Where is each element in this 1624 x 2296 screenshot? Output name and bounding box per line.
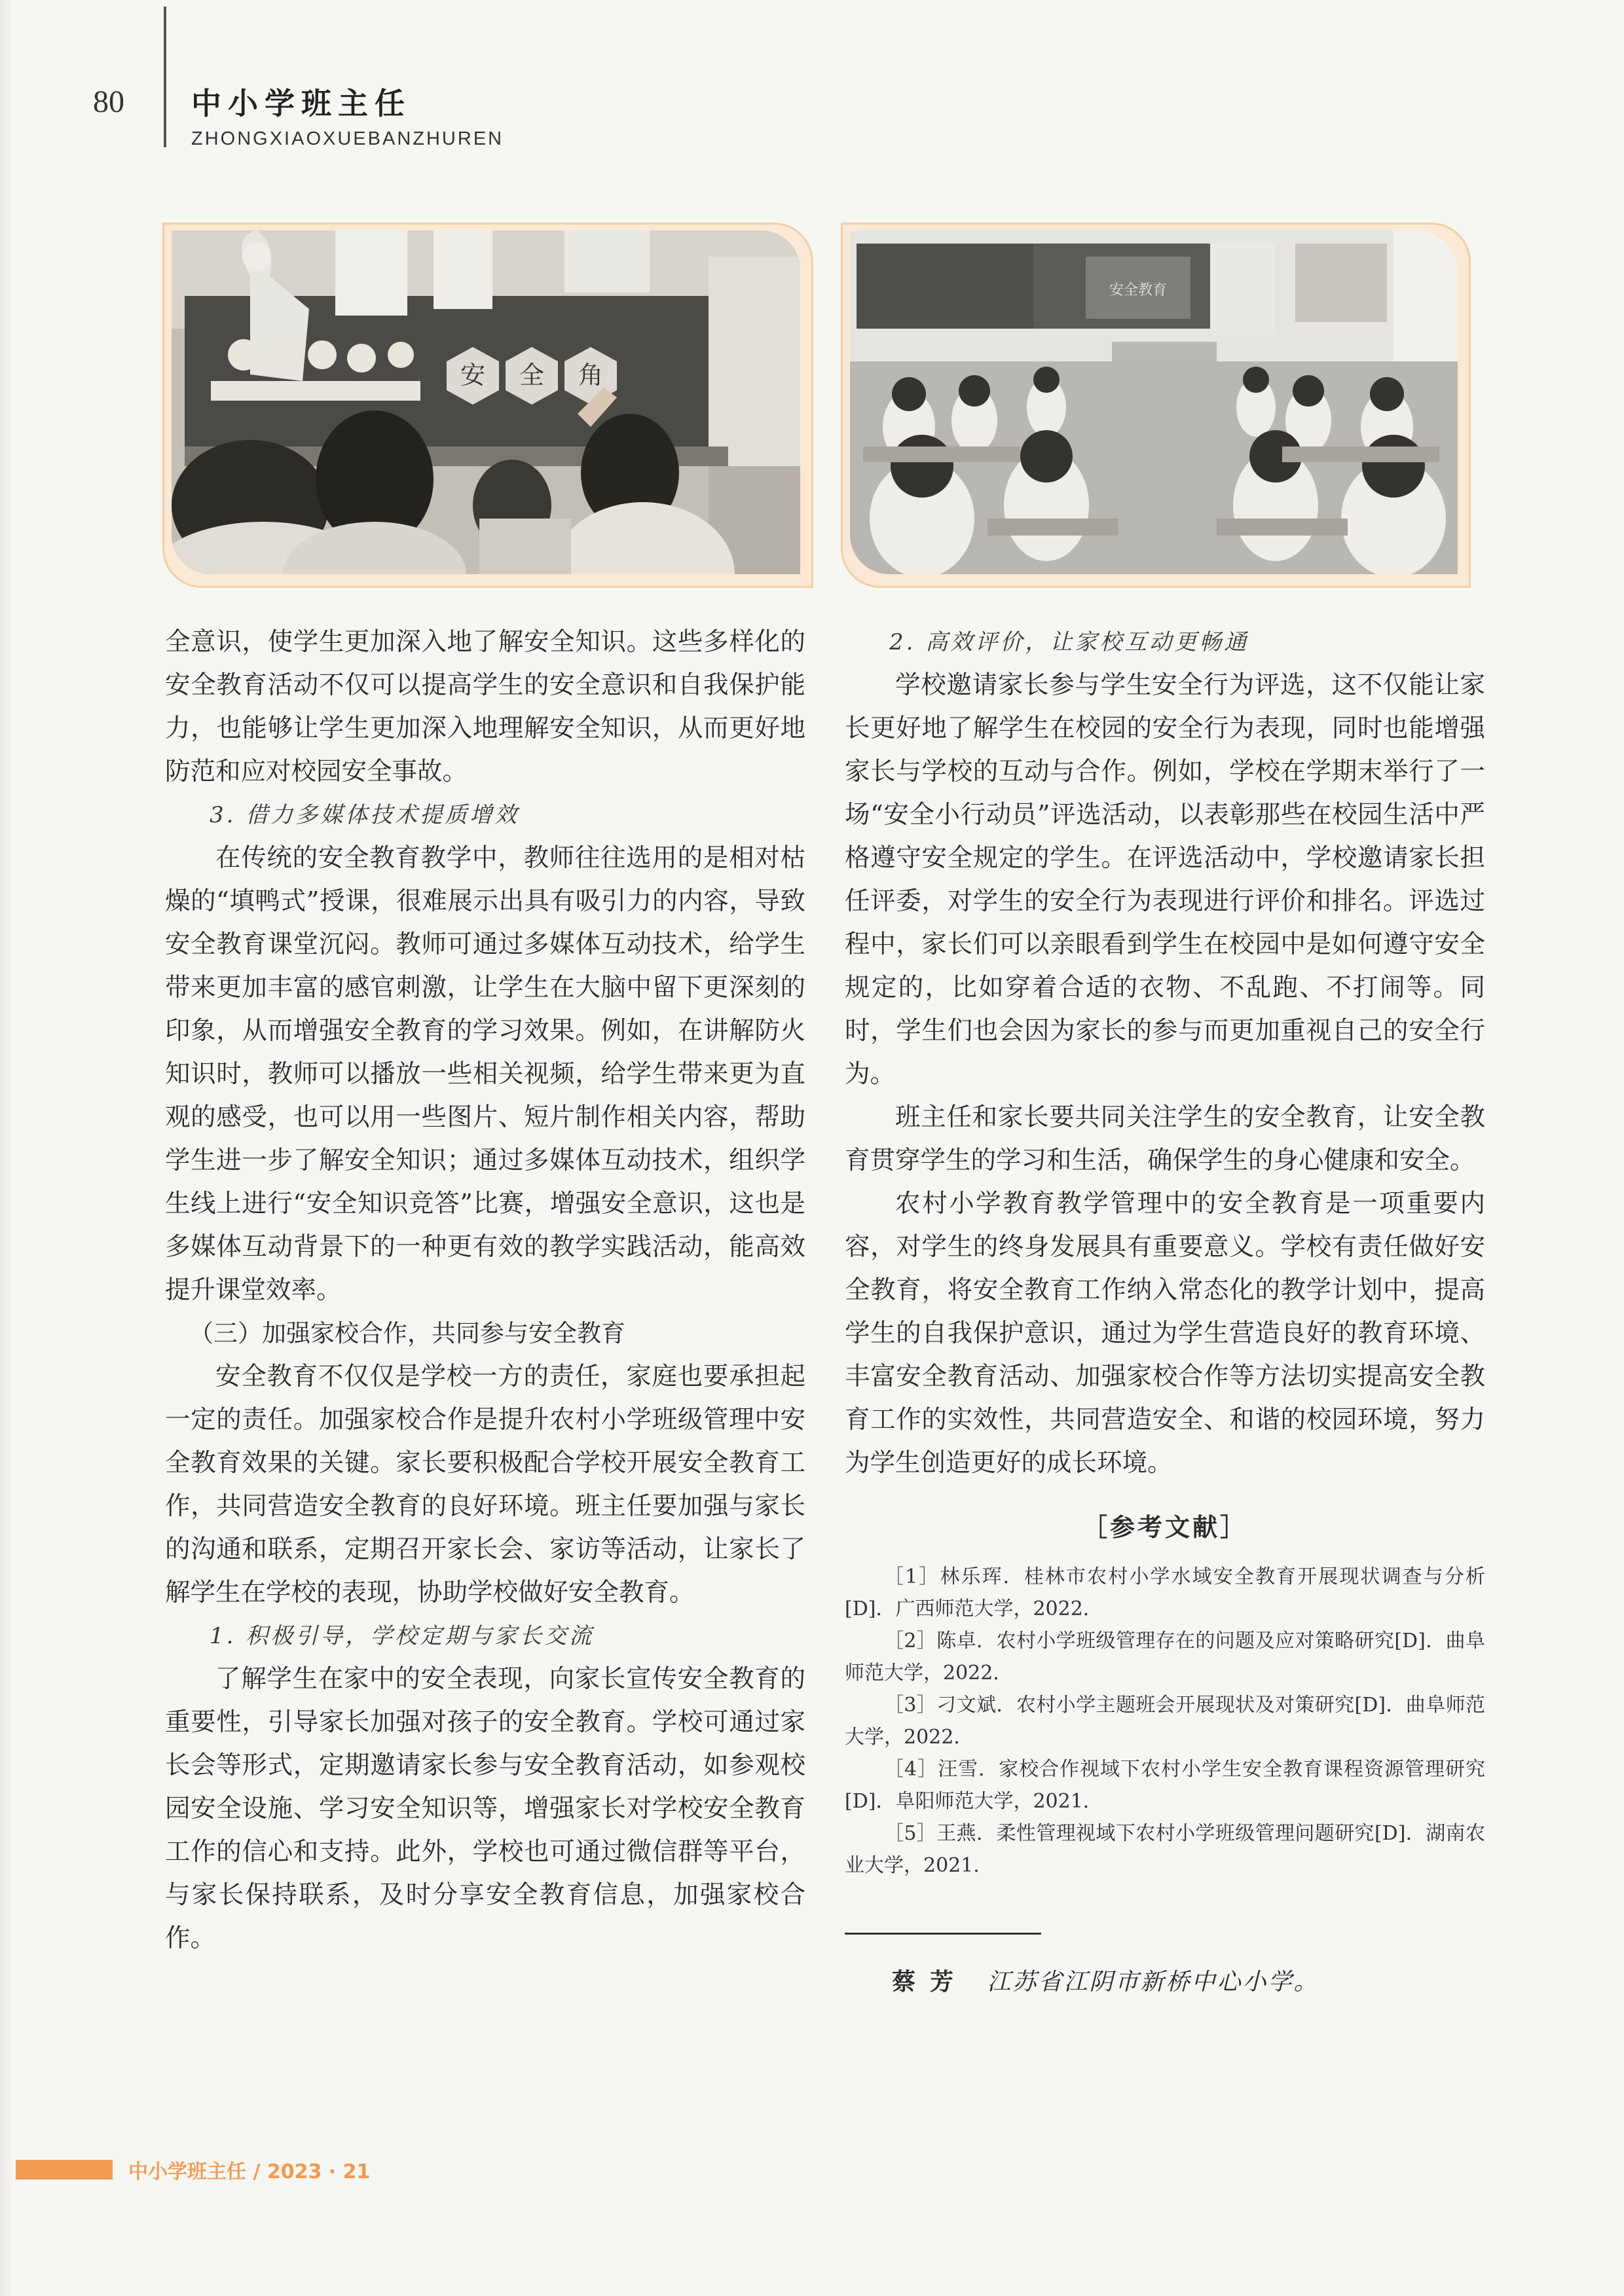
left-paragraph-guidance: 了解学生在家中的安全表现，向家长宣传安全教育的重要性，引导家长加强对孩子的安全教育。学校可通过家长会等形式，定期邀请家长参与安全教育活动，如参观校园安全设施、学习安全知识等，增强家长对学校安全教育工作的信心和支持。此外，学校也可通过微信群等平台，与家长保持联系，及时分享安全教育信息，加强家校合作。 [165, 1664, 805, 1953]
footer-issue-label: 中小学班主任 / 2023 · 21 [128, 2160, 371, 2183]
author-name: 蔡芳 [892, 1969, 969, 1995]
reference-item: ［5］王燕．柔性管理视域下农村小学班级管理问题研究[D]．湖南农业大学，2021． [845, 1822, 1485, 1877]
header-divider [164, 7, 166, 147]
author-divider [845, 1933, 1041, 1935]
magazine-title: 中小学班主任 [191, 86, 411, 121]
left-paragraph-continued: 全意识，使学生更加深入地了解安全知识。这些多样化的安全教育活动不仅可以提高学生的安全意识和自我保护能力，也能够让学生更加深入地理解安全知识，从而更好地防范和应对校园安全事故。 [165, 627, 805, 786]
reference-item: ［4］汪雪．家校合作视域下农村小学生安全教育课程资源管理研究[D]．阜阳师范大学，2021． [845, 1758, 1485, 1813]
subheading-multimedia: 3. 借力多媒体技术提质增效 [210, 802, 520, 828]
left-paragraph-multimedia: 在传统的安全教育教学中，教师往往选用的是相对枯燥的“填鸭式”授课，很难展示出具有吸引力的内容，导致安全教育课堂沉闷。教师可通过多媒体互动技术，给学生带来更加丰富的感官刺激，让学生在大脑中留下更深刻的印象，从而增强安全教育的学习效果。例如，在讲解防火知识时，教师可以播放一些相关视频，给学生带来更为直观的感受，也可以用一些图片、短片制作相关内容，帮助学生进一步了解安全知识；通过多媒体互动技术，组织学生线上进行“安全知识竞答”比赛，增强安全意识，这也是多媒体互动背景下的一种更有效的教学实践活动，能高效提升课堂效率。 [165, 843, 805, 1305]
author-line [845, 1961, 1485, 2004]
reference-item: ［3］刁文斌．农村小学主题班会开展现状及对策研究[D]．曲阜师范大学，2022． [845, 1694, 1485, 1749]
author-affiliation: 江苏省江阴市新桥中心小学。 [987, 1969, 1320, 1995]
left-text-column [165, 621, 805, 1960]
right-paragraph-evaluation: 学校邀请家长参与学生安全行为评选，这不仅能让家长更好地了解学生在校园的安全行为表现，同时也能增强家长与学校的互动与合作。例如，学校在学期末举行了一场“安全小行动员”评选活动，以表彰那些在校园生活中严格遵守安全规定的学生。在评选活动中，学校邀请家长担任评委，对学生的安全行为表现进行评价和排名。评选过程中，家长们可以亲眼看到学生在校园中是如何遵守安全规定的，比如穿着合适的衣物、不乱跑、不打闹等。同时，学生们也会因为家长的参与而更加重视自己的安全行为。 [845, 670, 1485, 1089]
page-number: 80 [93, 84, 124, 119]
reference-item: ［1］林乐珲．桂林市农村小学水域安全教育开展现状调查与分析[D]．广西师范大学，2022． [845, 1565, 1485, 1620]
classroom-safety-corner-photo [172, 230, 800, 574]
references-title: ［参考文献］ [1082, 1513, 1247, 1542]
screen-text: 安全教育 [1109, 282, 1168, 299]
right-text-column [845, 621, 1485, 2004]
footer-accent-bar [16, 2160, 113, 2179]
references-list [845, 1561, 1485, 1882]
classroom-video-lesson-photo [850, 230, 1458, 574]
reference-item: ［2］陈卓．农村小学班级管理存在的问题及应对策略研究[D]．曲阜师范大学，2022． [845, 1630, 1485, 1685]
board-char-3: 角 [578, 361, 604, 390]
subheading-guidance: 1. 积极引导，学校定期与家长交流 [210, 1623, 595, 1649]
subheading-evaluation: 2. 高效评价，让家校互动更畅通 [889, 629, 1249, 655]
right-paragraph-teacher-parents: 班主任和家长要共同关注学生的安全教育，让安全教育贯穿学生的学习和生活，确保学生的身心健康和安全。 [845, 1102, 1485, 1175]
page-edge-shadow [0, 0, 13, 2296]
left-paragraph-home-school: 安全教育不仅仅是学校一方的责任，家庭也要承担起一定的责任。加强家校合作是提升农村小学班级管理中安全教育效果的关键。家长要积极配合学校开展安全教育工作，共同营造安全教育的良好环境。班主任要加强与家长的沟通和联系，定期召开家长会、家访等活动，让家长了解学生在学校的表现，协助学校做好安全教育。 [165, 1362, 805, 1607]
right-paragraph-conclusion: 农村小学教育教学管理中的安全教育是一项重要内容，对学生的终身发展具有重要意义。学校有责任做好安全教育，将安全教育工作纳入常态化的教学计划中，提高学生的自我保护意识，通过为学生营造良好的教育环境、丰富安全教育活动、加强家校合作等方法切实提高安全教育工作的实效性，共同营造安全、和谐的校园环境，努力为学生创造更好的成长环境。 [845, 1189, 1485, 1478]
section-heading-home-school: （三）加强家校合作，共同参与安全教育 [189, 1319, 625, 1347]
magazine-pinyin: ZHONGXIAOXUEBANZHUREN [191, 128, 504, 149]
board-char-2: 全 [519, 361, 545, 390]
board-char-1: 安 [460, 361, 486, 390]
